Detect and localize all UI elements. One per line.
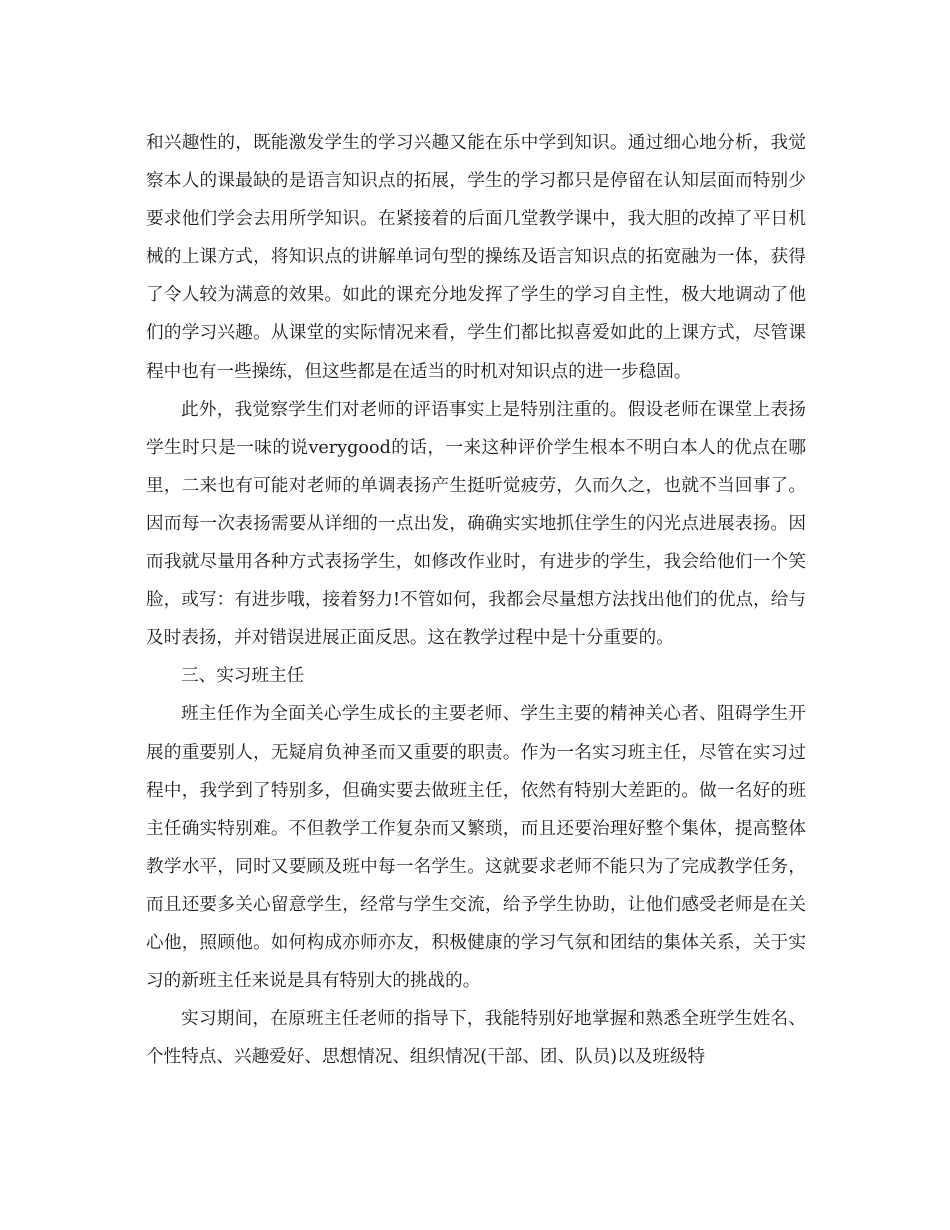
document-body xyxy=(146,124,806,1076)
section-heading-head-teacher: 三、实习班主任 xyxy=(181,666,305,687)
paragraph-internship-period: 实习期间，在原班主任老师的指导下，我能特别好地掌握和熟悉全班学生姓名、个性特点、兴趣爱好、思想情况、组织情况(干部、团、队员)以及班级特 xyxy=(146,1009,806,1068)
paragraph-teaching-method: 和兴趣性的，既能激发学生的学习兴趣又能在乐中学到知识。通过细心地分析，我觉察本人的课最缺的是语言知识点的拓展，学生的学习都只是停留在认知层面而特别少要求他们学会去用所学知识。在紧接着的后面几堂教学课中，我大胆的改掉了平日机械的上课方式，将知识点的讲解单词句型的操练及语言知识点的拓宽融为一体，获得了令人较为满意的效果。如此的课充分地发挥了学生的学习自主性，极大地调动了他们的学习兴趣。从课堂的实际情况来看，学生们都比拟喜爱如此的上课方式，尽管课程中也有一些操练，但这些都是在适当的时机对知识点的进一步稳固。 xyxy=(146,133,806,382)
paragraph-head-teacher-role: 班主任作为全面关心学生成长的主要老师、学生主要的精神关心者、阻碍学生开展的重要别人，无疑肩负神圣而又重要的职责。作为一名实习班主任，尽管在实习过程中，我学到了特别多，但确实要去做班主任，依然有特别大差距的。做一名好的班主任确实特别难。不但教学工作复杂而又繁琐，而且还要治理好整个集体，提高整体教学水平，同时又要顾及班中每一名学生。这就要求老师不能只为了完成教学任务，而且还要多关心留意学生，经常与学生交流，给予学生协助，让他们感受老师是在关心他，照顾他。如何构成亦师亦友，积极健康的学习气氛和团结的集体关系，关于实习的新班主任来说是具有特别大的挑战的。 xyxy=(146,704,806,992)
paragraph-praise: 此外，我觉察学生们对老师的评语事实上是特别注重的。假设老师在课堂上表扬学生时只是一味的说verygood的话，一来这种评价学生根本不明白本人的优点在哪里，二来也有可能对老师的单调表扬产生挺听觉疲劳，久而久之，也就不当回事了。因而每一次表扬需要从详细的一点出发，确确实实地抓住学生的闪光点进展表扬。因而我就尽量用各种方式表扬学生，如修改作业时，有进步的学生，我会给他们一个笑脸，或写：有进步哦，接着努力!不管如何，我都会尽量想方法找出他们的优点，给与及时表扬，并对错误进展正面反思。这在教学过程中是十分重要的。 xyxy=(146,399,806,649)
